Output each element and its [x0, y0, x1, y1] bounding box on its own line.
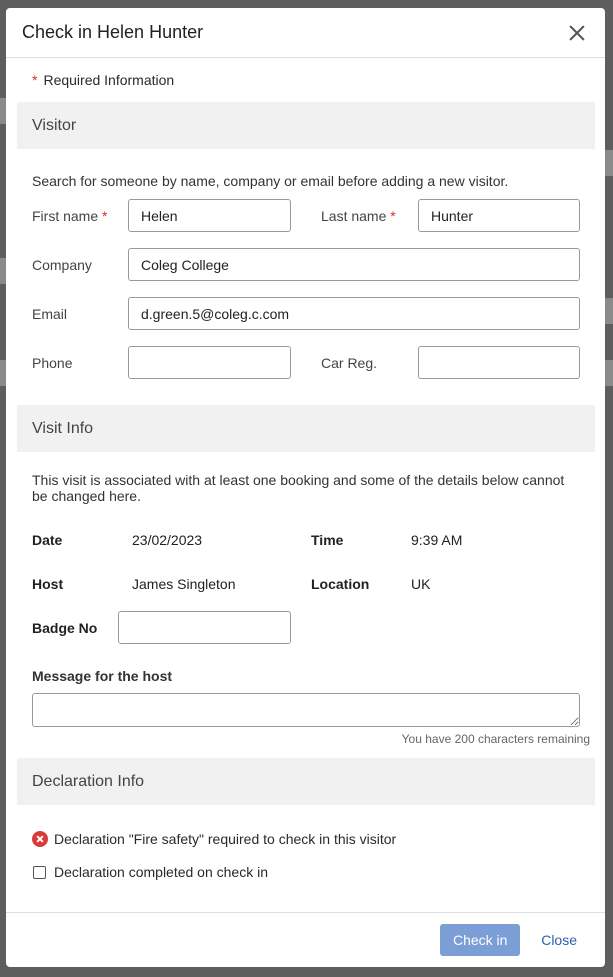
company-row [17, 248, 595, 281]
first-name-label: First name * [32, 207, 108, 224]
date-value: 23/02/2023 [132, 532, 203, 548]
declaration-checkbox-row[interactable] [17, 862, 595, 882]
host-value: James Singleton [132, 576, 236, 592]
check-in-dialog [6, 8, 605, 967]
badge-row [17, 611, 595, 644]
email-label: Email [32, 305, 68, 322]
phone-label: Phone [32, 354, 73, 371]
time-value: 9:39 AM [411, 532, 463, 548]
visit-info-description: This visit is associated with at least one booking and some of the details below cannot be changed here. [32, 472, 565, 504]
last-name-label: Last name * [321, 207, 396, 224]
email-row [17, 297, 595, 330]
required-info-note [17, 58, 595, 102]
declaration-checkbox[interactable] [33, 866, 46, 879]
company-input[interactable] [128, 248, 580, 281]
section-heading-visit-info: Visit Info [17, 405, 595, 452]
host-label: Host [32, 576, 64, 592]
badge-number-input[interactable] [118, 611, 291, 644]
section-heading-declaration: Declaration Info [17, 758, 595, 805]
visit-info-details [17, 530, 595, 594]
required-info-text: Required Information [43, 72, 175, 88]
location-value: UK [411, 576, 431, 592]
badge-label: Badge No [32, 619, 98, 636]
close-button[interactable]: Close [541, 932, 577, 948]
location-label: Location [311, 576, 370, 592]
characters-remaining: You have 200 characters remaining [401, 732, 590, 746]
visitor-description: Search for someone by name, company or email before adding a new visitor. [32, 173, 509, 189]
close-icon[interactable] [565, 21, 589, 45]
section-heading-visitor: Visitor [17, 102, 595, 149]
dialog-header [6, 8, 605, 58]
time-label: Time [311, 532, 344, 548]
company-label: Company [32, 256, 92, 273]
phone-input[interactable] [128, 346, 291, 379]
required-star: * [32, 72, 38, 88]
declaration-error [17, 829, 595, 849]
error-icon [32, 831, 48, 847]
phone-row [17, 346, 595, 379]
date-time-row [32, 530, 595, 550]
dialog-body [6, 58, 605, 882]
dialog-title: Check in Helen Hunter [22, 22, 204, 42]
message-label: Message for the host [32, 668, 173, 684]
host-message-textarea[interactable] [32, 693, 580, 727]
first-name-input[interactable] [128, 199, 291, 232]
car-reg-input[interactable] [418, 346, 580, 379]
declaration-error-text: Declaration "Fire safety" required to check in this visitor [54, 831, 397, 847]
dialog-footer [6, 912, 605, 967]
declaration-checkbox-label[interactable]: Declaration completed on check in [54, 864, 269, 880]
last-name-input[interactable] [418, 199, 580, 232]
name-row [17, 199, 595, 232]
host-location-row [32, 574, 595, 594]
date-label: Date [32, 532, 63, 548]
car-reg-label: Car Reg. [321, 354, 378, 371]
check-in-button[interactable]: Check in [440, 924, 520, 956]
email-input[interactable] [128, 297, 580, 330]
